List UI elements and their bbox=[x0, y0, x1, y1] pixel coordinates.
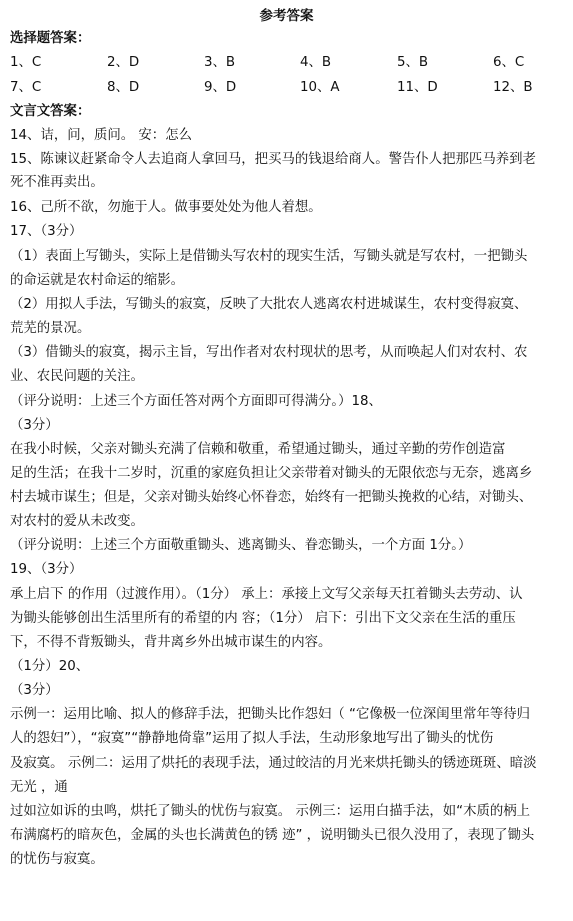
choice-answer: 8、D bbox=[107, 80, 140, 95]
answer-line: （3分） bbox=[10, 683, 59, 698]
answer-line: 的命运就是农村命运的缩影。 bbox=[10, 273, 185, 288]
answer-line: 无光 ，通 bbox=[10, 780, 68, 795]
answer-line: 人的怨妇”），“寂寞”“静静地倚靠”运用了拟人手法，生动形象地写出了锄头的忧伤 bbox=[10, 731, 494, 746]
answer-line: 布满腐朽的暗灰色，金属的头也长满黄色的锈 迹” ，说明锄头已很久没用了，表现了锄头 bbox=[10, 828, 535, 843]
answer-line: 死不准再卖出。 bbox=[10, 175, 104, 190]
choice-answers-row-1 bbox=[10, 53, 563, 73]
choice-answer: 1、C bbox=[10, 55, 42, 70]
choice-answer: 6、C bbox=[493, 55, 525, 70]
choice-answer: 9、D bbox=[204, 80, 237, 95]
choice-answer: 10、A bbox=[300, 80, 340, 95]
answer-line: 村去城市谋生；但是，父亲对锄头始终心怀眷恋，始终有一把锄头挽救的心结，对锄头、 bbox=[10, 490, 533, 505]
choice-section-heading: 选择题答案： bbox=[10, 31, 91, 46]
choice-answer: 7、C bbox=[10, 80, 42, 95]
choice-answer: 2、D bbox=[107, 55, 140, 70]
choice-answer: 12、B bbox=[493, 80, 533, 95]
page-title: 参考答案 bbox=[259, 8, 314, 24]
classical-section-heading: 文言文答案： bbox=[10, 104, 91, 119]
answer-line: 示例一：运用比喻、拟人的修辞手法，把锄头比作怨妇（ “它像极一位深闺里常年等待归 bbox=[10, 707, 531, 722]
choice-answer: 3、B bbox=[204, 55, 236, 70]
answer-line: 14、诘，问，质问。 安：怎么 bbox=[10, 128, 192, 143]
choice-answer: 5、B bbox=[397, 55, 429, 70]
answer-line: 17、（3分） bbox=[10, 224, 83, 239]
answer-line: （2）用拟人手法，写锄头的寂寞，反映了大批农人逃离农村进城谋生，农村变得寂寞、 bbox=[10, 297, 528, 312]
answer-line: 承上启下 的作用（过渡作用）。（1分） 承上：承接上文写父亲每天扛着锄头去劳动、认 bbox=[10, 587, 523, 602]
answer-line: 足的生活；在我十二岁时，沉重的家庭负担让父亲带着对锄头的无限依恋与无奈，逃离乡 bbox=[10, 466, 533, 481]
answer-line: （3分） bbox=[10, 418, 59, 433]
answer-line: （3）借锄头的寂寞，揭示主旨，写出作者对农村现状的思考，从而唤起人们对农村、农 bbox=[10, 345, 528, 360]
answer-line: 过如泣如诉的虫鸣，烘托了锄头的忧伤与寂寞。 示例三：运用白描手法，如“木质的柄上 bbox=[10, 804, 531, 819]
answer-line: 下，不得不背叛锄头，背井离乡外出城市谋生的内容。 bbox=[10, 635, 332, 650]
answer-line: （1分）20、 bbox=[10, 659, 90, 674]
answer-line: （评分说明：上述三个方面敬重锄头、逃离锄头、眷恋锄头，一个方面 1分。） bbox=[10, 538, 472, 553]
answer-line: 在我小时候，父亲对锄头充满了信赖和敬重，希望通过锄头，通过辛勤的劳作创造富 bbox=[10, 442, 506, 457]
answer-line: 荒芜的景况。 bbox=[10, 321, 91, 336]
answer-line: 及寂寞。 示例二：运用了烘托的表现手法，通过皎洁的月光来烘托锄头的锈迹斑斑、暗淡 bbox=[10, 756, 537, 771]
answer-line: 16、己所不欲，勿施于人。做事要处处为他人着想。 bbox=[10, 200, 322, 215]
answer-line: 对农村的爱从未改变。 bbox=[10, 514, 144, 529]
choice-answer: 11、D bbox=[397, 80, 438, 95]
answer-line: （评分说明：上述三个方面任答对两个方面即可得满分。）18、 bbox=[10, 394, 382, 409]
answer-line: 业、农民问题的关注。 bbox=[10, 369, 144, 384]
answer-line: 15、陈谏议赶紧命令人去追商人拿回马，把买马的钱退给商人。警告仆人把那匹马养到老 bbox=[10, 152, 536, 167]
answer-line: 的忧伤与寂寞。 bbox=[10, 852, 104, 867]
choice-answer: 4、B bbox=[300, 55, 332, 70]
choice-answers-row-2 bbox=[10, 78, 563, 98]
answer-line: 19、（3分） bbox=[10, 562, 83, 577]
answer-line: 为锄头能够创出生活里所有的希望的内 容；（1分） 启下：引出下文父亲在生活的重压 bbox=[10, 611, 516, 626]
answer-line: （1）表面上写锄头，实际上是借锄头写农村的现实生活，写锄头就是写农村，一把锄头 bbox=[10, 249, 528, 264]
